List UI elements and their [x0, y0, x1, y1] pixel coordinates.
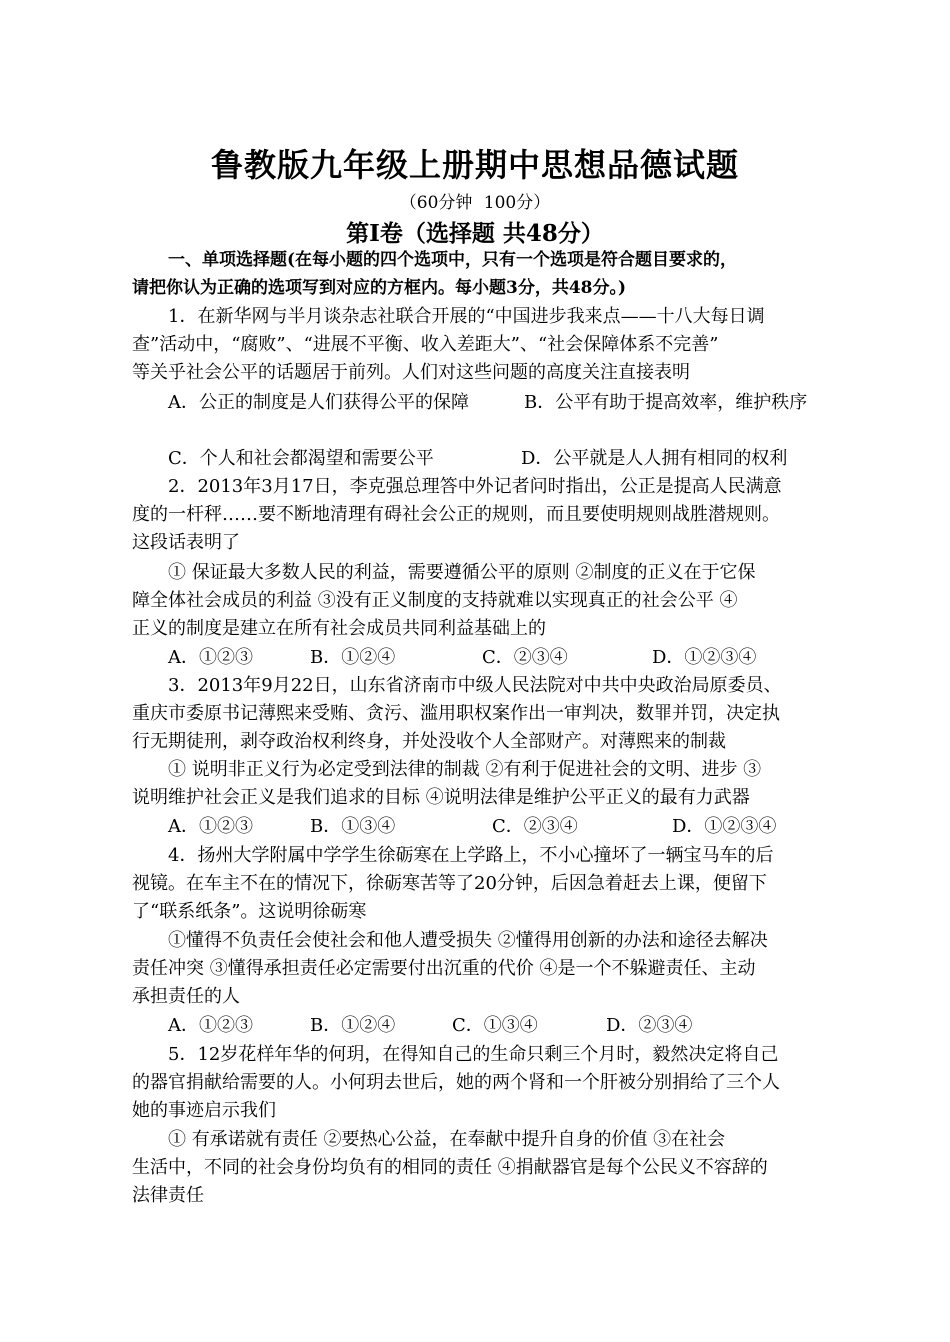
- question-3-statements: 说明维护社会正义是我们追求的目标 ④说明法律是维护公平正义的最有力武器: [132, 787, 750, 808]
- question-2-statements: ① 保证最大多数人民的利益，需要遵循公平的原则 ②制度的正义在于它保: [168, 562, 756, 583]
- question-1-stem: 等关乎社会公平的话题居于前列。人们对这些问题的高度关注直接表明: [132, 362, 690, 383]
- question-4-stem: 视镜。在车主不在的情况下，徐砺寒苦等了20分钟，后因急着赶去上课，便留下: [132, 873, 767, 894]
- q2-option-c: C．②③④: [482, 647, 568, 668]
- question-4-stem: 了“联系纸条”。这说明徐砺寒: [132, 901, 367, 922]
- q3-option-b: B．①③④: [310, 816, 396, 837]
- question-5-statements: 生活中，不同的社会身份均负有的相同的责任 ④捐献器官是每个公民义不容辞的: [132, 1157, 768, 1178]
- question-2-stem: 度的一杆秤……要不断地清理有碍社会公正的规则，而且要使明规则战胜潜规则。: [132, 504, 780, 525]
- question-3-stem: 重庆市委原书记薄熙来受贿、贪污、滥用职权案作出一审判决，数罪并罚，决定执: [132, 703, 780, 724]
- exam-duration-score: （60分钟 100分）: [399, 193, 551, 213]
- section-title: 第Ⅰ卷（选择题 共48分）: [346, 220, 604, 247]
- question-1-stem: 查”活动中，“腐败”、“进展不平衡、收入差距大”、“社会保障体系不完善”: [132, 334, 719, 355]
- exam-title: 鲁教版九年级上册期中思想品德试题: [210, 146, 739, 184]
- q2-option-a: A．①②③: [168, 647, 253, 668]
- question-4-statements: 承担责任的人: [132, 986, 240, 1007]
- question-5-stem: 5．12岁花样年华的何玥，在得知自己的生命只剩三个月时，毅然决定将自己: [168, 1044, 779, 1065]
- q4-option-d: D．②③④: [606, 1015, 693, 1036]
- question-3-stem: 3．2013年9月22日，山东省济南市中级人民法院对中共中央政治局原委员、: [168, 675, 782, 696]
- question-3-stem: 行无期徒刑，剥夺政治权利终身，并处没收个人全部财产。对薄熙来的制裁: [132, 731, 726, 752]
- q3-option-d: D．①②③④: [672, 816, 777, 837]
- q3-option-c: C．②③④: [492, 816, 578, 837]
- question-3-statements: ① 说明非正义行为必定受到法律的制裁 ②有利于促进社会的文明、进步 ③: [168, 759, 762, 780]
- q3-option-a: A．①②③: [168, 816, 253, 837]
- question-5-statements: 法律责任: [132, 1185, 204, 1206]
- q4-option-a: A．①②③: [168, 1015, 253, 1036]
- question-2-statements: 障全体社会成员的利益 ③没有正义制度的支持就难以实现真正的社会公平 ④: [132, 590, 738, 611]
- q1-option-b: B．公平有助于提高效率，维护秩序: [524, 392, 808, 413]
- question-2-statements: 正义的制度是建立在所有社会成员共同利益基础上的: [132, 618, 546, 639]
- instructions-line: 一、单项选择题(在每小题的四个选项中，只有一个选项是符合题目要求的，: [168, 250, 738, 270]
- question-4-statements: ①懂得不负责任会使社会和他人遭受损失 ②懂得用创新的办法和途径去解决: [168, 930, 768, 951]
- question-5-stem: 她的事迹启示我们: [132, 1100, 276, 1121]
- question-2-stem: 2．2013年3月17日，李克强总理答中外记者问时指出，公正是提高人民满意: [168, 476, 782, 497]
- q1-option-d: D．公平就是人人拥有相同的权利: [521, 448, 788, 469]
- question-2-stem: 这段话表明了: [132, 532, 240, 553]
- instructions-line: 请把你认为正确的选项写到对应的方框内。每小题3分，共48分。): [132, 278, 627, 298]
- question-5-statements: ① 有承诺就有责任 ②要热心公益，在奉献中提升自身的价值 ③在社会: [168, 1129, 726, 1150]
- q1-option-a: A．公正的制度是人们获得公平的保障: [168, 392, 469, 413]
- q4-option-b: B．①②④: [310, 1015, 396, 1036]
- q2-option-b: B．①②④: [310, 647, 396, 668]
- question-4-statements: 责任冲突 ③懂得承担责任必定需要付出沉重的代价 ④是一个不躲避责任、主动: [132, 958, 756, 979]
- q2-option-d: D．①②③④: [652, 647, 757, 668]
- q4-option-c: C．①③④: [452, 1015, 538, 1036]
- question-1-stem: 1．在新华网与半月谈杂志社联合开展的“中国进步我来点——十八大每日调: [168, 306, 765, 327]
- q1-option-c: C．个人和社会都渴望和需要公平: [168, 448, 434, 469]
- question-4-stem: 4．扬州大学附属中学学生徐砺寒在上学路上，不小心撞坏了一辆宝马车的后: [168, 845, 774, 866]
- question-5-stem: 的器官捐献给需要的人。小何玥去世后，她的两个肾和一个肝被分别捐给了三个人: [132, 1072, 780, 1093]
